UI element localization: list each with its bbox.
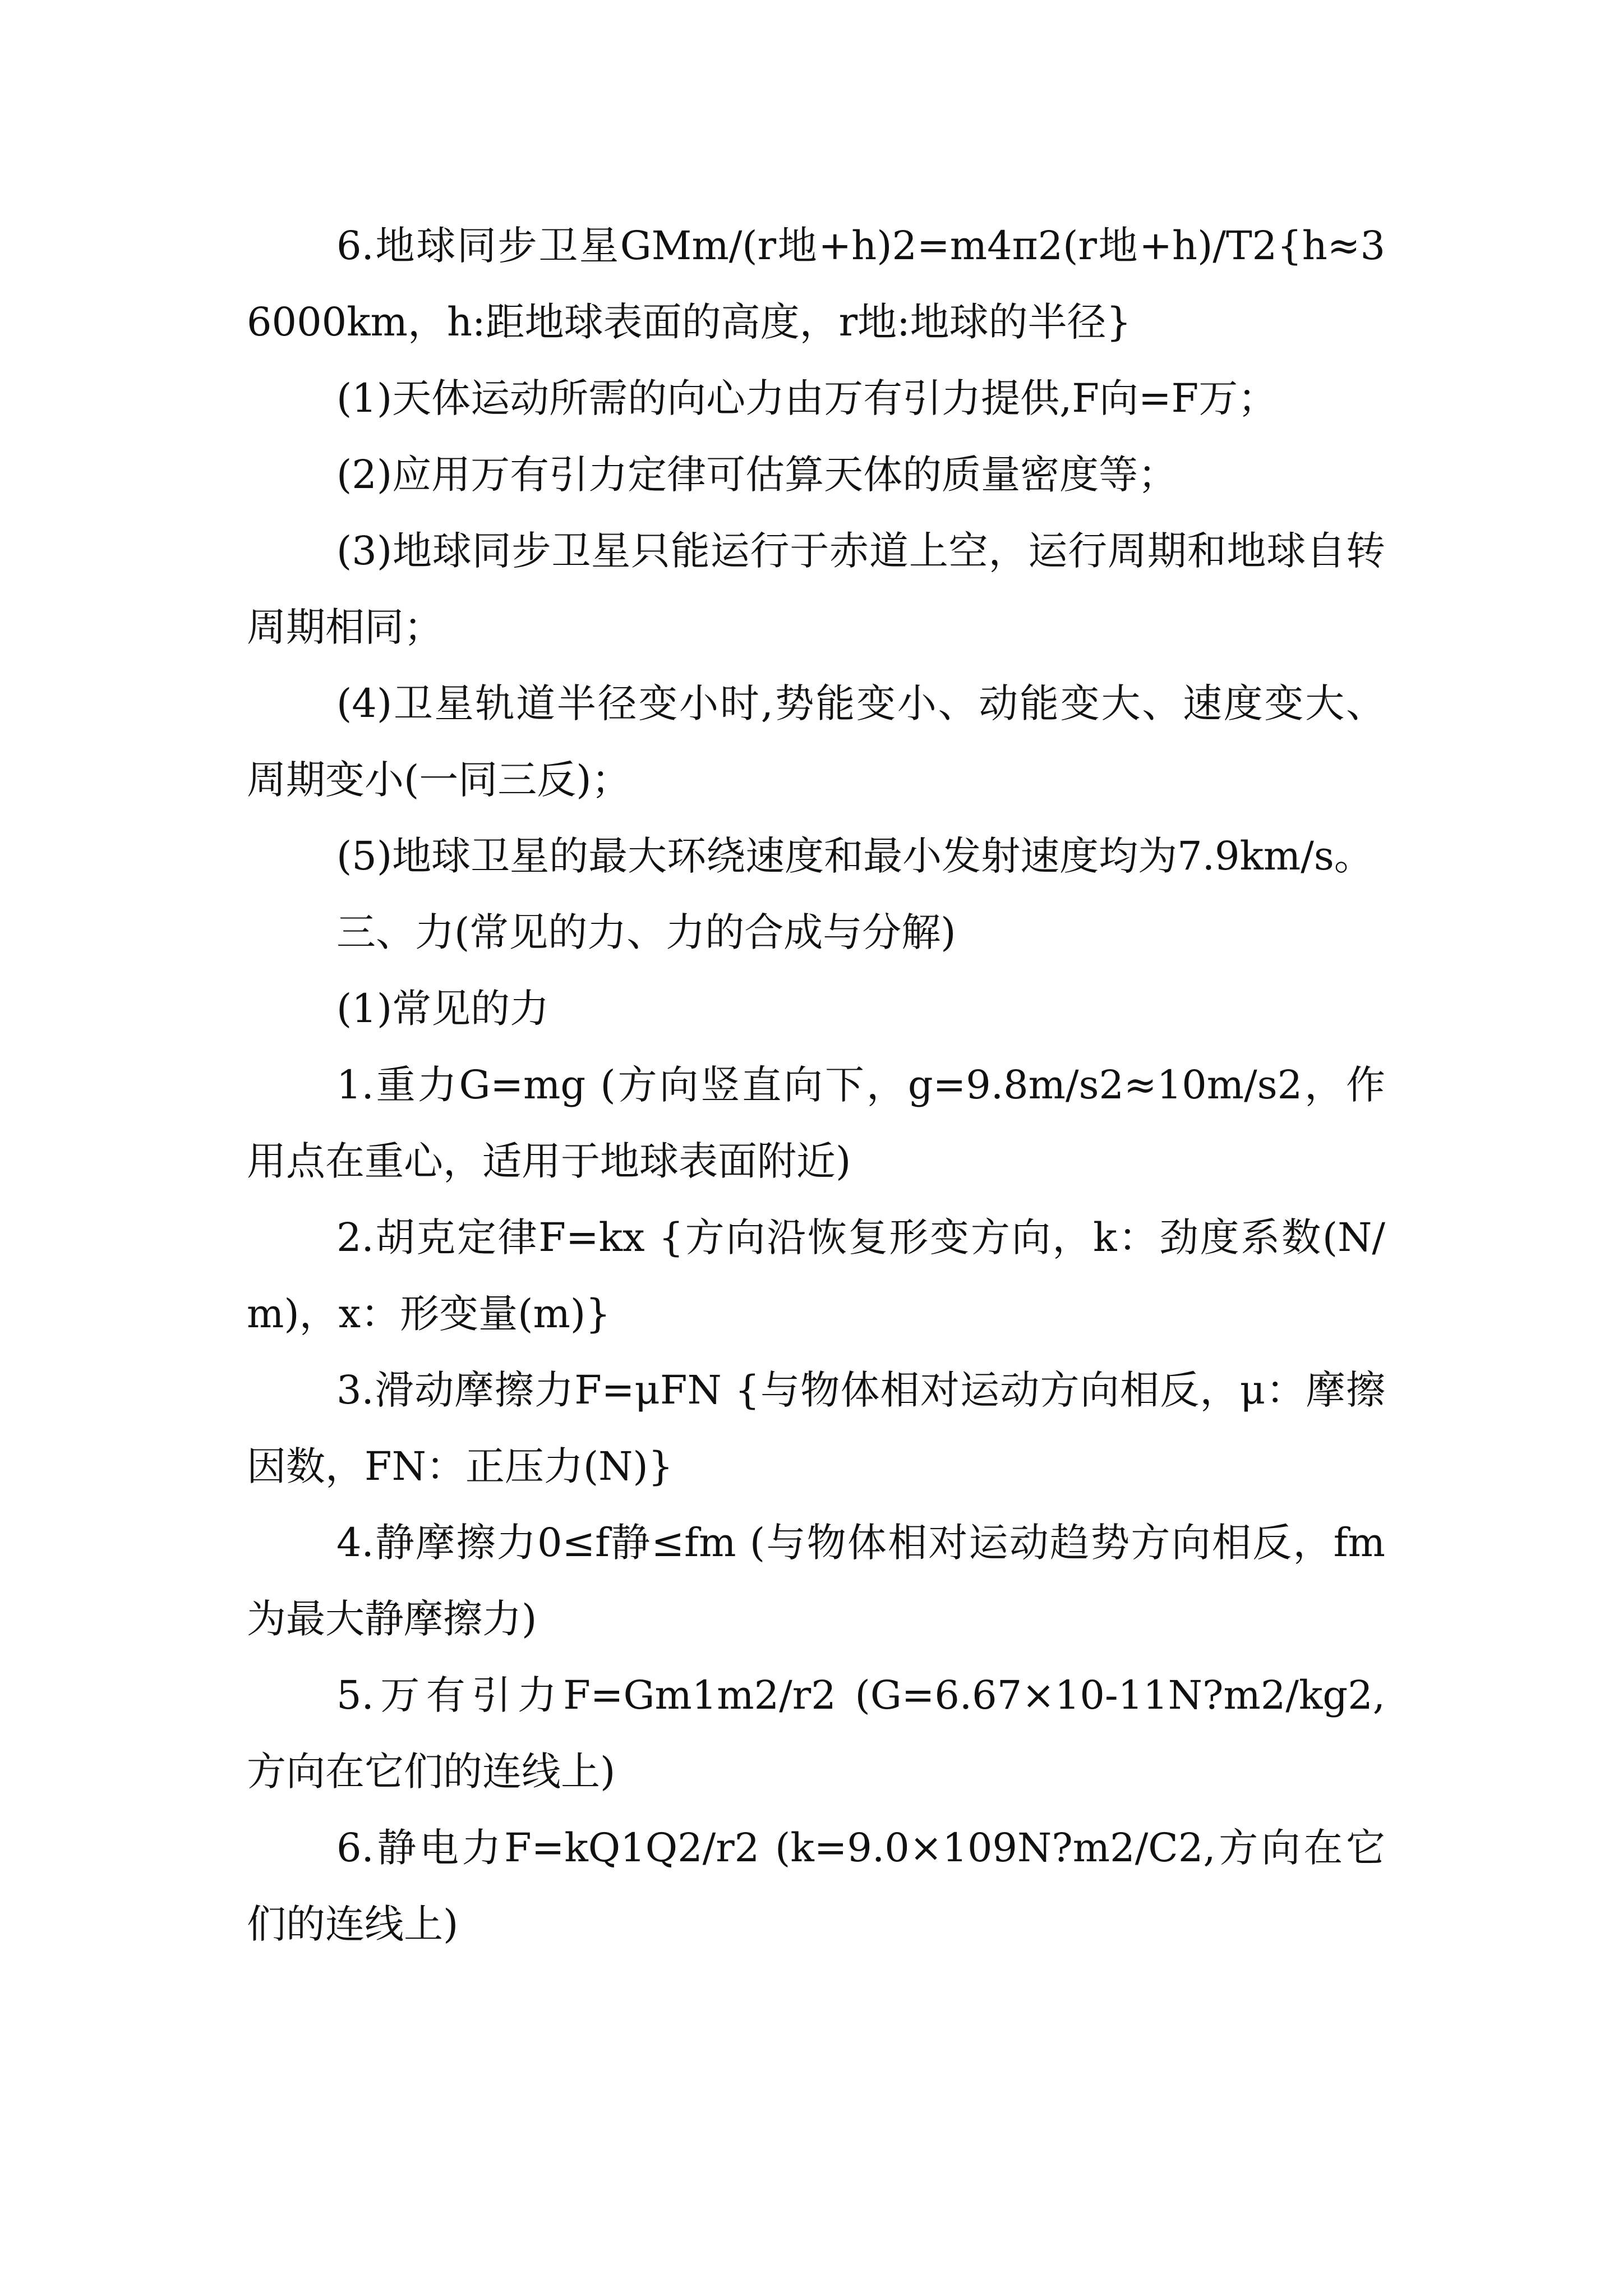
paragraph-note-2-mass-density-estimate: (2)应用万有引力定律可估算天体的质量密度等； [336,452,1178,498]
paragraph-static-friction: 4.静摩擦力0≤f静≤fm (与物体相对运动趋势方向相反，fm为最大静摩擦力) [247,1520,1385,1642]
paragraph-note-4-orbit-radius-change: (4)卫星轨道半径变小时,势能变小、动能变大、速度变大、周期变小(一同三反)； [247,680,1385,803]
paragraph-note-5-orbital-velocity: (5)地球卫星的最大环绕速度和最小发射速度均为7.9km/s。 [336,833,1373,879]
document-body [247,208,1385,1962]
paragraph-note-1-centripetal-force: (1)天体运动所需的向心力由万有引力提供,F向=F万； [336,375,1278,421]
paragraph-geostationary-satellite-formula: 6.地球同步卫星GMm/(r地+h)2=m4π2(r地+h)/T2{h≈36000km，h:距地球表面的高度，r地:地球的半径} [247,223,1385,345]
paragraph-hookes-law: 2.胡克定律F=kx {方向沿恢复形变方向，k：劲度系数(N/m)，x：形变量(m)} [247,1214,1385,1337]
paragraph-universal-gravitation: 5.万有引力F=Gm1m2/r2 (G=6.67×10-11N?m2/kg2,方向在它们的连线上) [247,1672,1385,1795]
paragraph-note-3-geostationary-orbit: (3)地球同步卫星只能运行于赤道上空，运行周期和地球自转周期相同； [247,528,1385,650]
paragraph-gravity: 1.重力G=mg (方向竖直向下，g=9.8m/s2≈10m/s2，作用点在重心，适用于地球表面附近) [247,1062,1385,1184]
section-heading-forces: 三、力(常见的力、力的合成与分解) [336,909,956,955]
paragraph-sliding-friction: 3.滑动摩擦力F=μFN {与物体相对运动方向相反，μ：摩擦因数，FN：正压力(N)} [247,1367,1385,1489]
subsection-heading-common-forces: (1)常见的力 [336,986,550,1032]
paragraph-electrostatic-force: 6.静电力F=kQ1Q2/r2 (k=9.0×109N?m2/C2,方向在它们的连线上) [247,1825,1385,1947]
